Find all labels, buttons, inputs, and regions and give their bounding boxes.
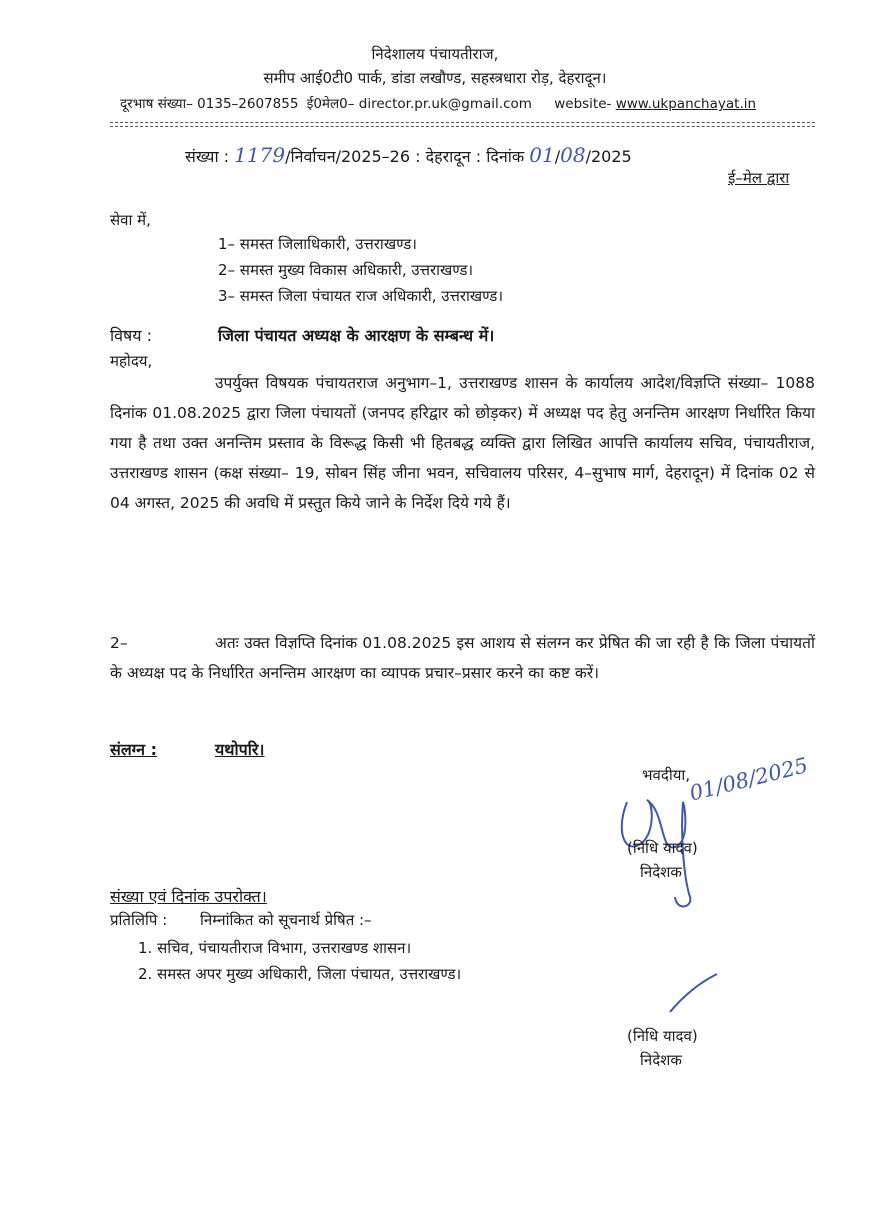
paragraph-1 (110, 368, 815, 518)
signatory-name-2: (निधि यादव) (627, 1027, 698, 1045)
reference-repeat: संख्या एवं दिनांक उपरोक्त। (110, 887, 267, 906)
divider-line (110, 122, 815, 123)
recipient-item: 3– समस्त जिला पंचायत राज अधिकारी, उत्तराखण्ड। (218, 287, 504, 305)
enclosure-value: यथोपरि। (215, 740, 265, 759)
paragraph-1-text: उपर्युक्त विषयक पंचायतराज अनुभाग–1, उत्तराखण्ड शासन के कार्यालय आदेश/विज्ञप्ति संख्या– 1088 दिनांक 01.08.2025 द्वारा जिला पंचायतों (जनपद हरिद्वार को छोड़कर) में अध्यक्ष पद हेतु अनन्तिम आरक्षण निर्धारित किया गया है तथा उक्त अनन्तिम प्रस्ताव के विरूद्ध किसी भी हितबद्ध व्यक्ति द्वारा लिखित आपत्ति कार्यालय सचिव, पंचायतीराज, उत्तराखण्ड शासन (कक्ष संख्या– 19, सोबन सिंह जीना भवन, सचिवालय परिसर, 4–सुभाष मार्ग, देहरादून) में दिनांक 02 से 04 अगस्त, 2025 की अवधि में प्रस्तुत किये जाने के निर्देश दिये गये हैं। (110, 374, 815, 512)
copy-item: 2. समस्त अपर मुख्य अधिकारी, जिला पंचायत, उत्तराखण्ड। (138, 965, 462, 983)
divider-line-2 (110, 126, 815, 127)
date-year: /2025 (585, 147, 632, 166)
copy-label: प्रतिलिपि : (110, 911, 168, 929)
reference-section: /निर्वाचन/2025–26 : देहरादून : (285, 147, 482, 166)
reference-prefix: संख्या : (185, 147, 230, 166)
reference-line: संख्या : 1179/निर्वाचन/2025–26 : देहरादून : दिनांक 01/08/2025 (185, 143, 632, 167)
copy-item: 1. सचिव, पंचायतीराज विभाग, उत्तराखण्ड शासन। (138, 939, 412, 957)
office-name: निदेशालय पंचायतीराज, (371, 45, 499, 63)
signed-date: 01/08/2025 (687, 753, 811, 806)
salutation: महोदय, (110, 352, 153, 370)
date-label: दिनांक (486, 147, 525, 166)
copy-intro: निम्नांकित को सूचनार्थ प्रेषित :– (200, 911, 372, 929)
reference-number: 1179 (234, 143, 286, 167)
date-day: 01 (529, 143, 555, 167)
closing: भवदीया, (642, 766, 691, 784)
initial-mark-icon (665, 970, 725, 1020)
email-label: ई0मेल0– (306, 96, 355, 112)
date-month: 08 (560, 143, 586, 167)
recipient-item: 2– समस्त मुख्य विकास अधिकारी, उत्तराखण्ड। (218, 261, 474, 279)
website-label: website- (554, 96, 612, 112)
delivery-mode: ई–मेल द्वारा (728, 169, 790, 187)
subject-text: जिला पंचायत अध्यक्ष के आरक्षण के सम्बन्ध में। (218, 326, 495, 345)
paragraph-2-text: अतः उक्त विज्ञप्ति दिनांक 01.08.2025 इस आशय से संलग्न कर प्रेषित की जा रही है कि जिला पंचायतों के अध्यक्ष पद के निर्धारित अनन्तिम आरक्षण का व्यापक प्रचार–प्रसार करने का कष्ट करें। (110, 634, 815, 682)
phone-label: दूरभाष संख्या– (120, 96, 193, 112)
phone-number: 0135–2607855 (197, 96, 299, 112)
paragraph-2-number: 2– (110, 634, 128, 652)
signatory-designation: निदेशक (640, 863, 682, 881)
website-link[interactable]: www.ukpanchayat.in (615, 96, 757, 112)
recipient-item: 1– समस्त जिलाधिकारी, उत्तराखण्ड। (218, 235, 417, 253)
signatory-name: (निधि यादव) (627, 839, 698, 857)
subject-label: विषय : (110, 326, 153, 345)
recipients-label: सेवा में, (110, 211, 151, 229)
email-address[interactable]: director.pr.uk@gmail.com (358, 96, 532, 112)
office-address: समीप आई0टी0 पार्क, डांडा लखौण्ड, सहस्त्रधारा रोड़, देहरादून। (263, 69, 607, 87)
enclosure-label: संलग्न : (110, 740, 158, 759)
signatory-designation-2: निदेशक (640, 1051, 682, 1069)
contact-line (120, 94, 756, 112)
paragraph-2 (110, 628, 815, 688)
